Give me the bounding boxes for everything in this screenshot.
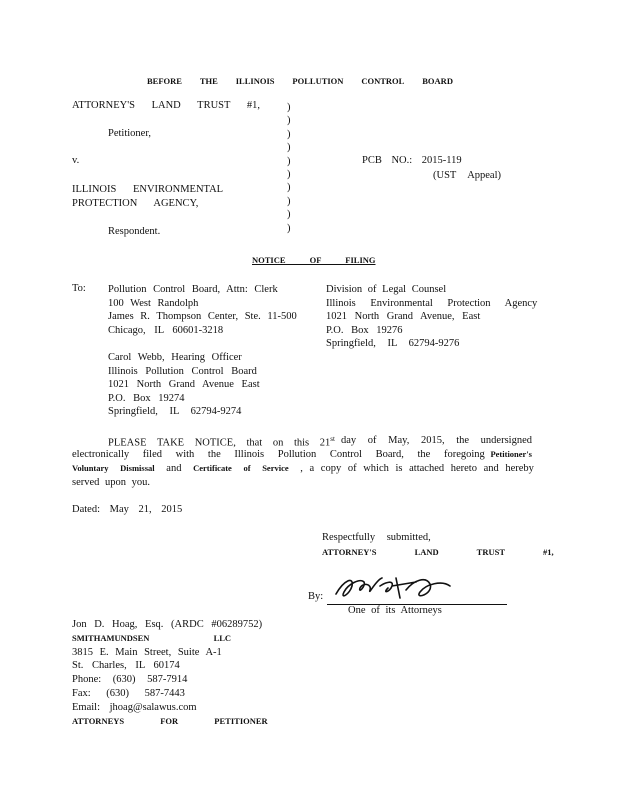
address-line: Springfield, IL 62794-9274	[108, 406, 242, 418]
address-epa	[326, 283, 537, 351]
handwritten-signature	[330, 572, 460, 606]
document-title-of: of	[243, 463, 251, 473]
address-line: P.O. Box 19274	[108, 392, 185, 404]
notice-text: , a copy of which is attached hereto and hereby	[300, 463, 534, 474]
heading-word: CONTROL	[361, 76, 405, 86]
heading-word: THE	[199, 76, 218, 86]
signature-firm: ATTORNEY'S LAND TRUST #1,	[322, 547, 554, 557]
address-line: Pollution Control Board, Attn: Clerk	[108, 284, 278, 295]
paren: )	[287, 222, 291, 234]
closing: Respectfully submitted,	[322, 532, 431, 543]
paren: )	[287, 155, 291, 167]
attorney-email: Email: jhoag@salawus.com	[72, 701, 197, 713]
notice-text: electronically filed with the Illinois Pollution Control Board, the foregoing	[72, 449, 485, 460]
paren: )	[287, 142, 291, 154]
notice-text: and	[166, 463, 182, 474]
document-title-certificate: Certificate	[193, 463, 232, 473]
attorney-city: St. Charles, IL 60174	[72, 660, 180, 672]
paren: )	[287, 115, 291, 127]
notice-line-3	[72, 463, 534, 474]
notice-line-1	[108, 435, 532, 449]
notice-title: NOTICE OF FILING	[252, 255, 376, 265]
address-pollution-board	[108, 283, 297, 337]
paren: )	[287, 182, 291, 194]
attorney-name: Jon D. Hoag, Esq. (ARDC #06289752)	[72, 619, 263, 630]
notice-text: PLEASE TAKE NOTICE, that on this 21	[108, 437, 331, 449]
by-label: By:	[308, 591, 324, 602]
paren: )	[287, 195, 291, 207]
to-label: To:	[72, 283, 86, 294]
attorney-phone: Phone: (630) 587-7914	[72, 674, 188, 686]
attorneys-for-petitioner: ATTORNEYS FOR PETITIONER	[72, 715, 268, 726]
address-line: James R. Thompson Center, Ste. 11-500	[108, 311, 297, 323]
caption-parentheses	[287, 101, 291, 235]
address-line: 1021 North Grand Avenue, East	[326, 311, 481, 323]
address-line: Chicago, IL 60601-3218	[108, 324, 224, 336]
attorney-firm: SMITHAMUNDSEN LLC	[72, 632, 232, 643]
address-line: 100 West Randolph	[108, 297, 199, 309]
heading-word: POLLUTION	[292, 76, 344, 86]
attorney-fax: Fax: (630) 587-7443	[72, 687, 185, 699]
ordinal-suffix: st	[330, 435, 335, 443]
address-line: Division of Legal Counsel	[326, 284, 447, 295]
document-title-dismissal: Dismissal	[120, 463, 155, 473]
address-line: Springfield, IL 62794-9276	[326, 338, 460, 350]
signature-role: One of its Attorneys	[348, 605, 442, 616]
address-line: P.O. Box 19276	[326, 324, 403, 336]
address-line: 1021 North Grand Avenue East	[108, 379, 260, 391]
attorney-block	[72, 618, 268, 728]
paren: )	[287, 128, 291, 140]
versus: v.	[72, 155, 80, 166]
paren: )	[287, 102, 291, 113]
address-line: Illinois Environmental Protection Agency	[326, 297, 538, 309]
heading-word: BEFORE	[147, 76, 182, 86]
document-title-voluntary: Voluntary	[72, 463, 109, 473]
address-hearing-officer	[108, 351, 260, 419]
paren: )	[287, 169, 291, 181]
document-title-petitioners: Petitioner's	[490, 449, 532, 459]
paren: )	[287, 209, 291, 221]
case-number: PCB NO.: 2015-119	[362, 155, 462, 166]
respondent-line-2: PROTECTION AGENCY,	[72, 198, 199, 209]
respondent-line-1: ILLINOIS ENVIRONMENTAL	[72, 184, 224, 195]
dated-line: Dated: May 21, 2015	[72, 504, 183, 515]
court-heading	[147, 76, 453, 86]
attorney-street: 3815 E. Main Street, Suite A-1	[72, 646, 222, 658]
address-line: Carol Webb, Hearing Officer	[108, 352, 242, 363]
petitioner-role: Petitioner,	[108, 128, 152, 139]
notice-line-4: served upon you.	[72, 477, 151, 488]
petitioner-name: ATTORNEY'S LAND TRUST #1,	[72, 100, 260, 111]
case-type: (UST Appeal)	[433, 170, 502, 181]
notice-line-2	[72, 449, 532, 460]
address-line: Illinois Pollution Control Board	[108, 365, 257, 377]
respondent-role: Respondent.	[108, 226, 161, 237]
heading-word: ILLINOIS	[235, 76, 275, 86]
document-title-service: Service	[262, 463, 289, 473]
heading-word: BOARD	[422, 76, 453, 86]
notice-text: day of May, 2015, the undersigned	[341, 435, 532, 446]
